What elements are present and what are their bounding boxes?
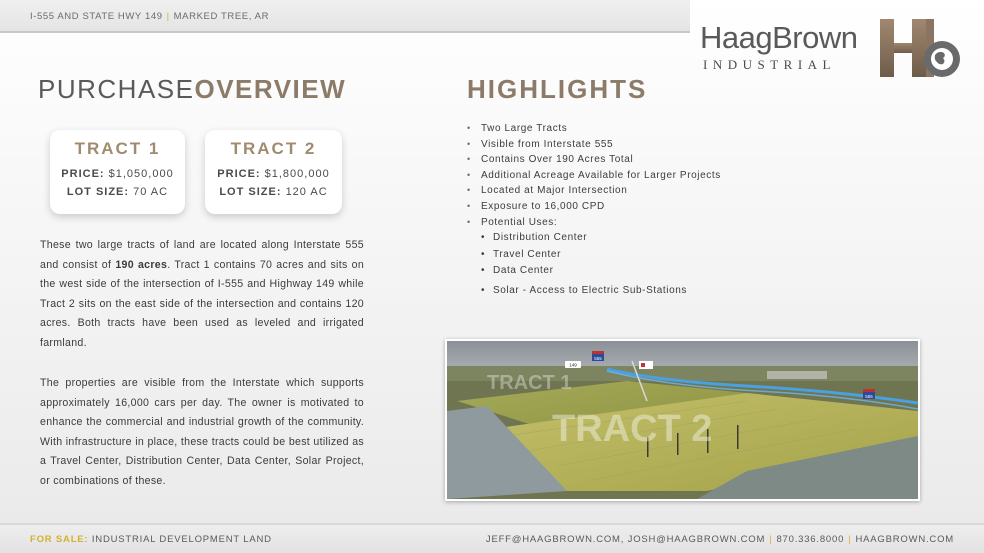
use-item: • Distribution Center <box>481 230 687 247</box>
highlights-list <box>467 121 721 230</box>
address-city: MARKED TREE, AR <box>173 11 270 22</box>
description-paragraph-2: The properties are visible from the Interstate which supports approximately 16,000 cars per day. The owner is motivated to enhance the commercial and industrial growth of the community. With infrastructure in place, these tracts could be best utilized as a Travel Center, Distribution Center, Data Center, Solar Project, or combinations of these. <box>40 377 364 487</box>
address-highway: I-555 AND STATE HWY 149 <box>30 11 163 22</box>
contact-emails[interactable]: JEFF@HAAGBROWN.COM, JOSH@HAAGBROWN.COM <box>485 534 766 545</box>
svg-text:555: 555 <box>865 394 873 399</box>
purchase-overview-title: PURCHASEOVERVIEW <box>38 74 347 104</box>
for-sale-label: FOR SALE: <box>30 534 89 545</box>
tract-1-title: TRACT 1 <box>74 139 161 158</box>
svg-text:555: 555 <box>594 356 602 361</box>
aerial-photo-image <box>447 341 918 499</box>
logo-brand-text: HaagBrown <box>700 20 858 55</box>
haagbrown-logo <box>700 14 970 84</box>
photo-label-tract-1: TRACT 1 <box>487 372 572 394</box>
footer-bar <box>0 523 984 553</box>
address-separator: | <box>166 11 170 22</box>
description-paragraph-1: These two large tracts of land are located along Interstate 555 and consist of 190 acres. Tract 1 contains 70 acres and sits on the west side of the intersection of I-555 and Highway 149 while Tract 2 sits on the east side of the intersection and contains 120 acres. Both tracts have been used as leveled and irrigated farmland. <box>40 239 365 349</box>
highlight-item: • Exposure to 16,000 CPD <box>467 199 721 215</box>
footer-contacts: JEFF@HAAGBROWN.COM, JOSH@HAAGBROWN.COM | 870.336.8000 | HAAGBROWN.COM <box>485 534 954 545</box>
use-item: • Data Center <box>481 263 687 280</box>
property-address <box>30 11 269 22</box>
tract-2-title: TRACT 2 <box>230 139 317 158</box>
tract-2-price: PRICE: $1,800,000 <box>217 168 330 180</box>
highlights-title: HIGHLIGHTS <box>467 74 648 104</box>
svg-text:149: 149 <box>569 362 577 368</box>
highlight-item: • Located at Major Intersection <box>467 183 721 199</box>
logo-sub-text: INDUSTRIAL <box>703 57 836 72</box>
tract-2-card <box>205 130 342 214</box>
highlight-item: • Two Large Tracts <box>467 121 721 137</box>
footer-sale-info <box>30 534 272 545</box>
highlight-item: • Potential Uses: <box>467 215 721 231</box>
tract-2-lot-size: LOT SIZE: 120 AC <box>219 186 328 198</box>
for-sale-text: INDUSTRIAL DEVELOPMENT LAND <box>91 534 272 545</box>
tract-1-card <box>50 130 185 214</box>
tract-1-price: PRICE: $1,050,000 <box>61 168 174 180</box>
use-item: • Solar - Access to Electric Sub-Stations <box>481 283 687 300</box>
tract-1-lot-size: LOT SIZE: 70 AC <box>66 186 169 198</box>
contact-website-link[interactable]: HAAGBROWN.COM <box>855 534 954 545</box>
header-bar <box>0 0 690 33</box>
use-item: • Travel Center <box>481 247 687 264</box>
highlight-item: • Additional Acreage Available for Larger Projects <box>467 168 721 184</box>
contact-phone[interactable]: 870.336.8000 <box>776 534 845 545</box>
highlight-item: • Visible from Interstate 555 <box>467 137 721 153</box>
highlight-item: • Contains Over 190 Acres Total <box>467 152 721 168</box>
potential-uses-list <box>481 230 687 299</box>
photo-label-tract-2: TRACT 2 <box>552 408 713 450</box>
hb-logo-mark-icon <box>878 19 962 77</box>
aerial-photo <box>445 339 920 501</box>
